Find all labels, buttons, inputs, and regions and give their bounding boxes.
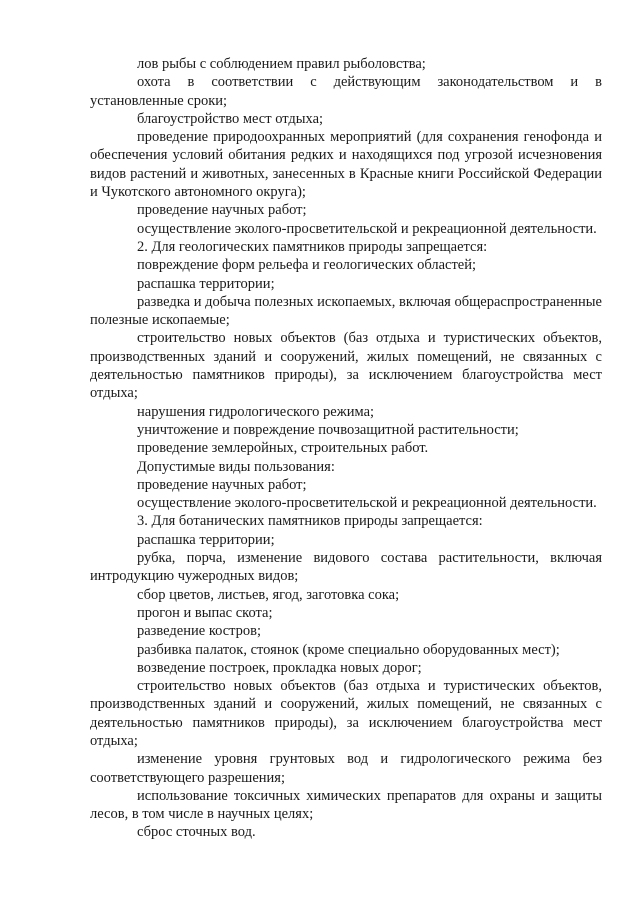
paragraph-mineral-extraction: разведка и добыча полезных ископаемых, включая общераспространенные полезные ископаемые; (90, 293, 602, 329)
document-page (90, 55, 602, 842)
paragraph-earthworks: проведение землеройных, строительных работ. (137, 440, 429, 457)
section-heading-botanical: 3. Для ботанических памятников природы запрещается: (137, 513, 483, 530)
paragraph-relief-damage: повреждение форм рельефа и геологических областей; (137, 257, 477, 274)
paragraph-logging: рубка, порча, изменение видового состава растительности, включая интродукцию чужеродных видов; (90, 550, 602, 585)
paragraph-construction: строительство новых объектов (баз отдыха и туристических объектов, производственных зданий и сооружений, жилых помещений, не связанных с деятельностью памятников природы), за исключением благоустройства мест отдыха; (90, 330, 602, 402)
paragraph-plowing-2: распашка территории; (137, 531, 275, 548)
paragraph-bonfires: разведение костров; (137, 623, 262, 640)
paragraph-wastewater: сброс сточных вод. (137, 824, 256, 841)
paragraph-hydrological-disruption: нарушения гидрологического режима; (137, 403, 375, 420)
paragraph-eco-education-2: осуществление эколого-просветительской и рекреационной деятельности. (137, 495, 597, 512)
section-heading-geological: 2. Для геологических памятников природы запрещается: (137, 238, 488, 255)
paragraph-scientific-work-2: проведение научных работ; (137, 476, 307, 493)
paragraph-buildings-roads: возведение построек, прокладка новых дорог; (137, 659, 422, 676)
paragraph-grazing: прогон и выпас скота; (137, 604, 273, 621)
paragraph-conservation-measures: проведение природоохранных мероприятий (для сохранения генофонда и обеспечения условий обитания редких и находящихся под угрозой исчезновения видов растений и животных, занесенных в Красные книги Российской Федерации и Чукотского автономного округа); (90, 129, 602, 201)
paragraph-eco-education: осуществление эколого-просветительской и рекреационной деятельности. (137, 220, 597, 237)
paragraph-toxic-chemicals: использование токсичных химических препаратов для охраны и защиты лесов, в том числе в научных целях; (90, 787, 602, 823)
paragraph-plowing: распашка территории; (137, 275, 275, 292)
paragraph-groundwater: изменение уровня грунтовых вод и гидрологического режима без соответствующего разрешения; (90, 751, 602, 786)
paragraph-camping: разбивка палаток, стоянок (кроме специально оборудованных мест); (137, 641, 560, 658)
paragraph-hunting: охота в соответствии с действующим законодательством и в установленные сроки; (90, 74, 602, 109)
paragraph-fishing: лов рыбы с соблюдением правил рыболовства; (137, 56, 426, 72)
paragraph-scientific-work: проведение научных работ; (137, 202, 307, 219)
paragraph-gathering: сбор цветов, листьев, ягод, заготовка сока; (137, 586, 400, 603)
paragraph-construction-2: строительство новых объектов (баз отдыха и туристических объектов, производственных зданий и сооружений, жилых помещений, не связанных с деятельностью памятников природы), за исключением благоустройства мест отдыха; (90, 678, 602, 749)
paragraph-vegetation-destruction: уничтожение и повреждение почвозащитной растительности; (137, 421, 519, 438)
paragraph-permitted-uses: Допустимые виды пользования: (137, 458, 335, 475)
paragraph-recreation-improvement: благоустройство мест отдыха; (137, 110, 324, 127)
